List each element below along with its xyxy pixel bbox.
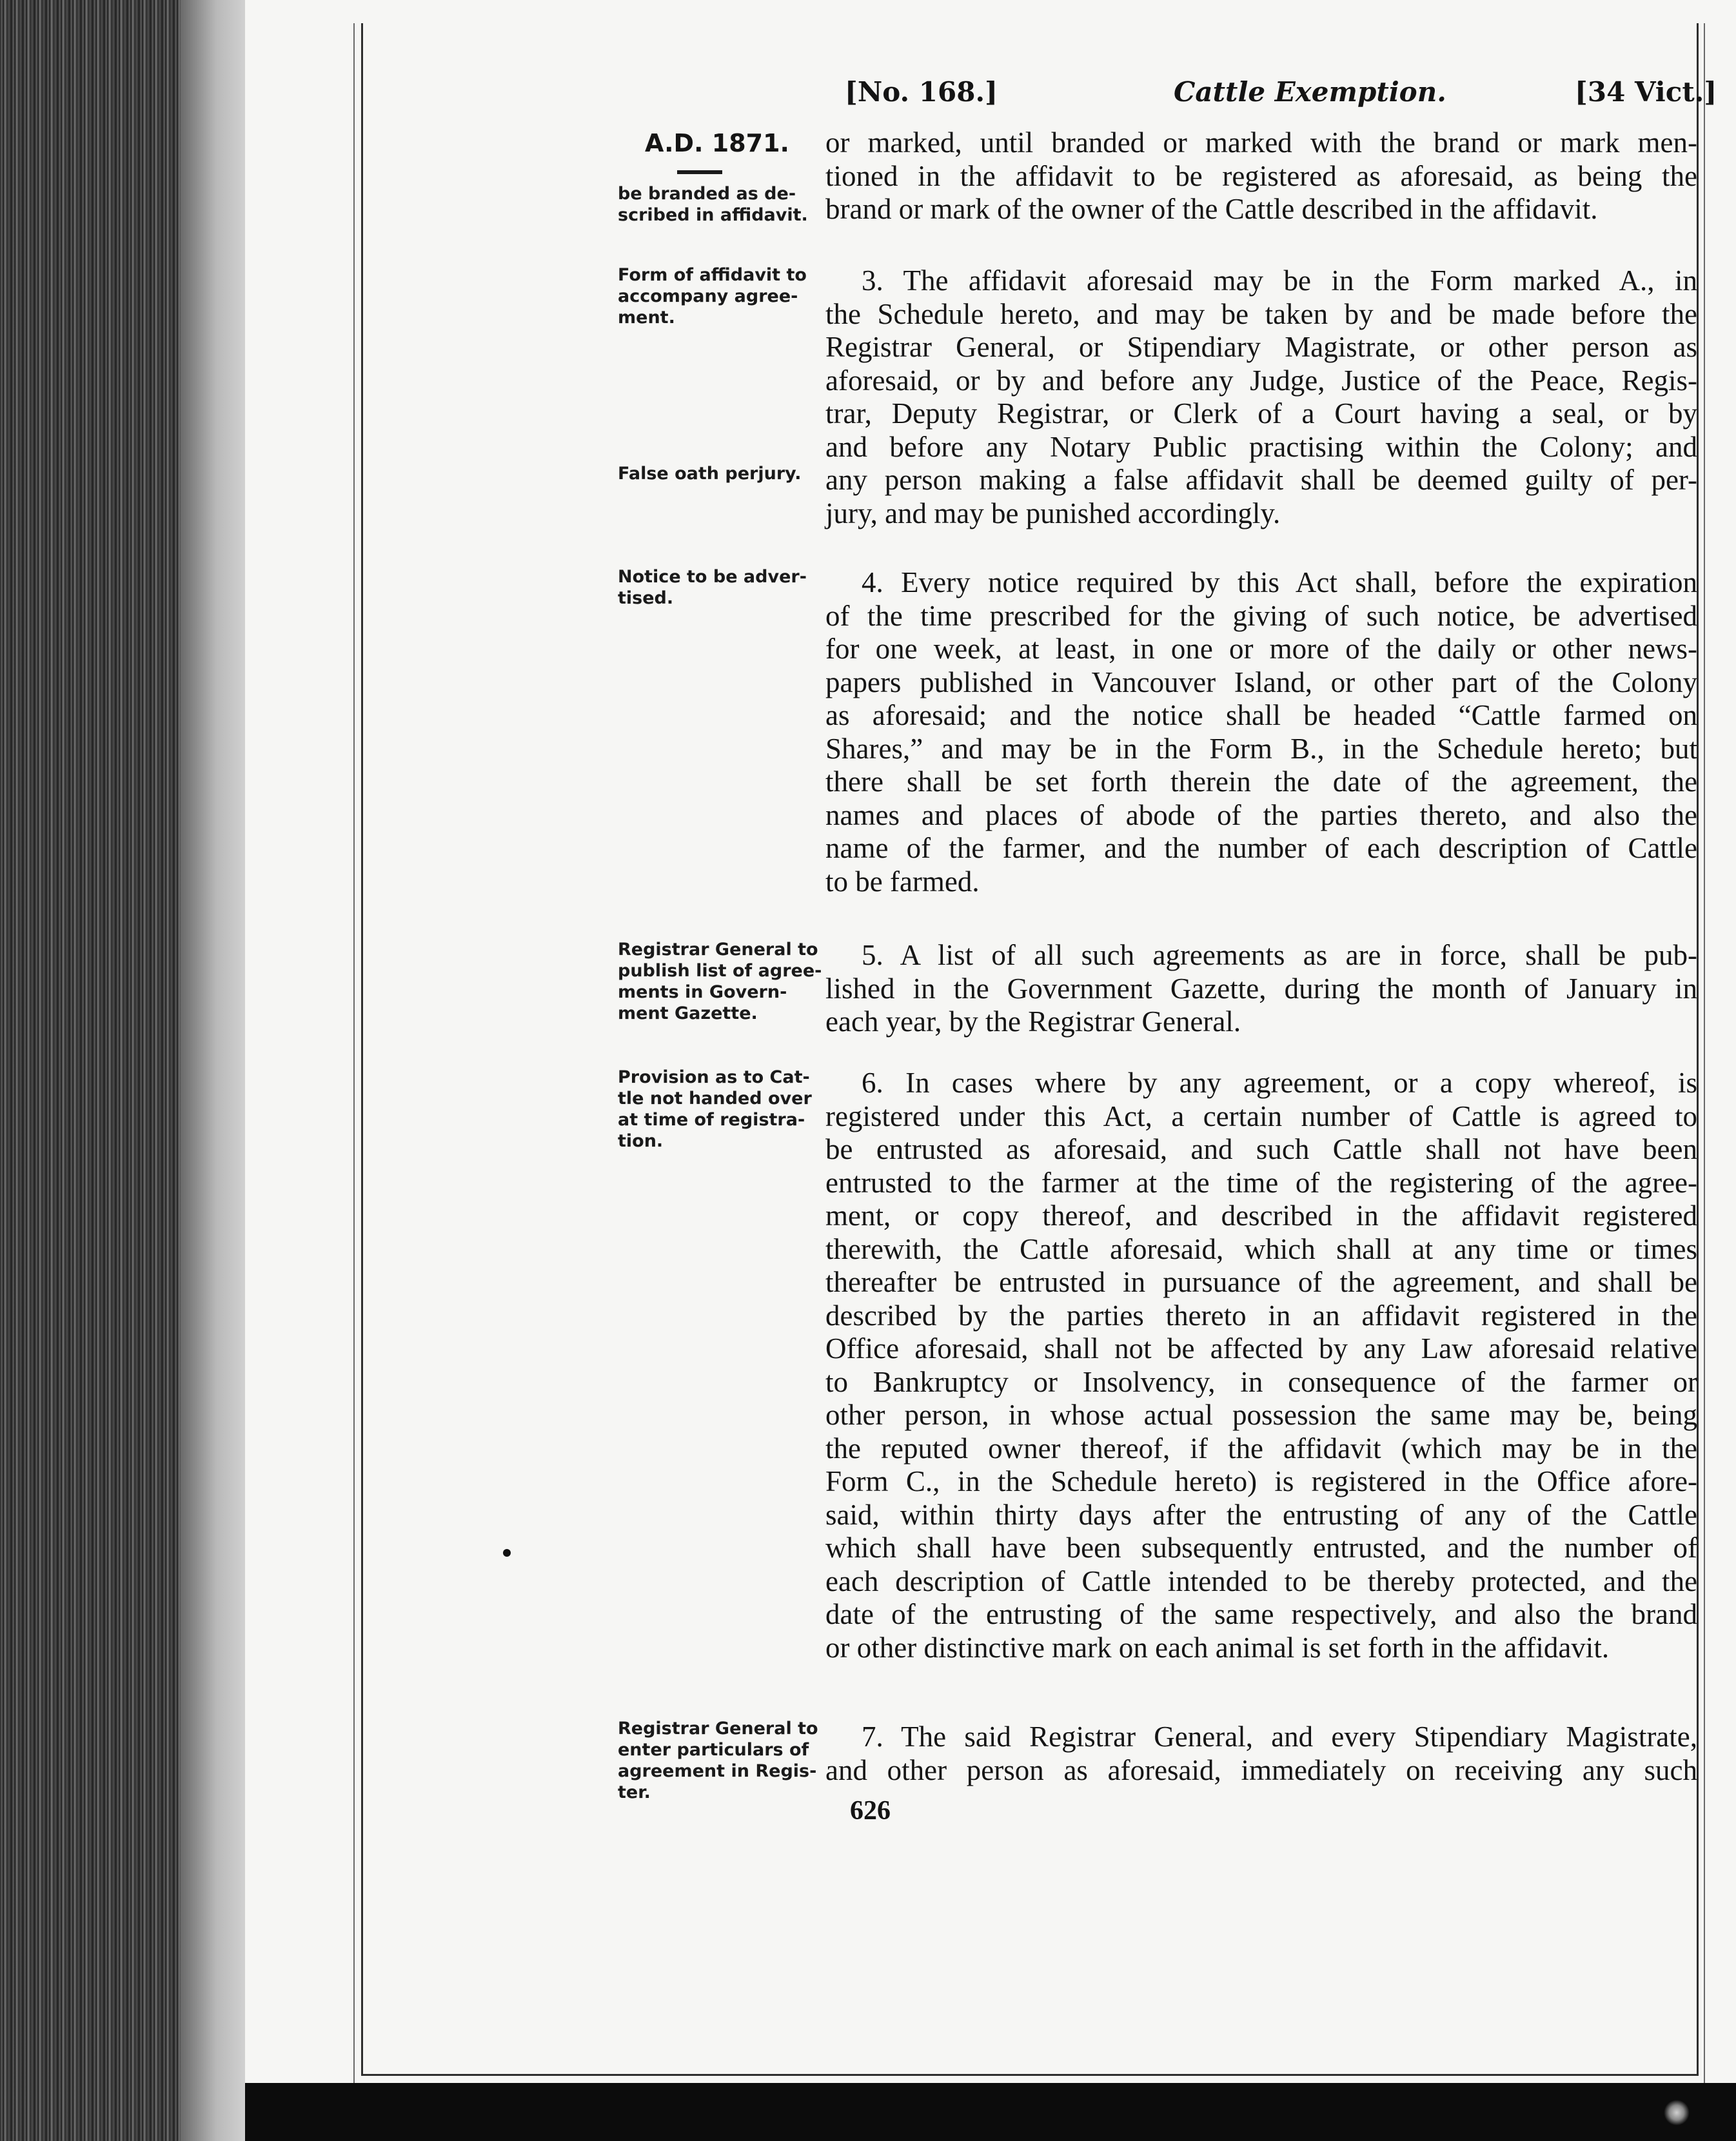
text-line: 5. A list of all such agreements as are in force, shall be pub- (862, 939, 1697, 971)
section-5-list-of-agreements (825, 939, 1697, 1039)
text-line: each year, by the Registrar General. (825, 1005, 1241, 1038)
section-7-registrar-duties (825, 1721, 1697, 1787)
text-line: names and places of abode of the parties thereto, and also the (825, 798, 1697, 831)
text-line: brand or mark of the owner of the Cattle described in the affidavit. (825, 193, 1598, 225)
text-line: to be farmed. (825, 865, 980, 898)
text-line: and other person as aforesaid, immediately on receiving any such (825, 1753, 1697, 1786)
text-line: Registrar General, or Stipendiary Magistrate, or other person as (825, 331, 1697, 363)
margin-note-publish-list: Registrar General to publish list of agree- ments in Govern- ment Gazette. (618, 940, 822, 1023)
text-line: as aforesaid; and the notice shall be headed “Cattle farmed on (825, 699, 1697, 731)
paragraph-branded-continuation (825, 126, 1697, 226)
text-line: therewith, the Cattle aforesaid, which shall at any time or times (825, 1232, 1697, 1265)
text-line: the reputed owner thereof, if the affidavit (which may be in the (825, 1432, 1697, 1465)
regnal-year: [34 Vict.] (1575, 76, 1717, 108)
text-line: 7. The said Registrar General, and every Stipendiary Magistrate, (862, 1721, 1697, 1753)
margin-note-false-oath: False oath perjury. (618, 464, 802, 484)
text-line: Shares,” and may be in the Form B., in the Schedule hereto; but (825, 732, 1697, 765)
text-line: for one week, at least, in one or more of the daily or other news- (825, 633, 1697, 665)
margin-note-provision-cattle: Provision as to Cat- tle not handed over at time of registra- tion. (618, 1067, 812, 1151)
margin-note-notice: Notice to be adver- tised. (618, 567, 807, 608)
text-line: said, within thirty days after the entrusting of any of the Cattle (825, 1498, 1697, 1531)
text-line: lished in the Government Gazette, during the month of January in (825, 972, 1697, 1005)
text-line: tioned in the affidavit to be registered as aforesaid, as being the (825, 159, 1697, 192)
text-line: trar, Deputy Registrar, or Clerk of a Court having a seal, or by (825, 397, 1697, 429)
text-line: jury, and may be punished accordingly. (825, 497, 1281, 529)
scan-bottom-band (245, 2083, 1736, 2141)
text-line: 6. In cases where by any agreement, or a copy whereof, is (862, 1067, 1697, 1099)
ink-dot (503, 1549, 511, 1557)
text-line: date of the entrusting of the same respectively, and also the brand (825, 1598, 1697, 1630)
text-line: papers published in Vancouver Island, or other part of the Colony (825, 666, 1697, 698)
text-line: 4. Every notice required by this Act shall, before the expiration (862, 566, 1697, 598)
margin-note-form-affidavit: Form of affidavit to accompany agree- ment. (618, 265, 807, 328)
section-6-provision (825, 1067, 1697, 1664)
year-rule (677, 170, 722, 174)
text-line: other person, in whose actual possession the same may be, being (825, 1399, 1697, 1431)
section-4-notice (825, 566, 1697, 898)
text-line: there shall be set forth therein the date of the agreement, the (825, 765, 1697, 798)
text-line: described by the parties thereto in an affidavit registered in the (825, 1299, 1697, 1332)
text-line: thereafter be entrusted in pursuance of the agreement, and shall be (825, 1266, 1697, 1298)
text-line: which shall have been subsequently entrusted, and the number of (825, 1532, 1697, 1564)
text-line: ment, or copy thereof, and described in the affidavit registered (825, 1199, 1697, 1232)
text-line: and before any Notary Public practising within the Colony; and (825, 430, 1697, 463)
text-line: each description of Cattle intended to be thereby protected, and the (825, 1564, 1697, 1597)
text-line: any person making a false affidavit shall be deemed guilty of per- (825, 464, 1697, 496)
text-line: the Schedule hereto, and may be taken by and be made before the (825, 297, 1697, 330)
text-line: or marked, until branded or marked with the brand or mark men- (825, 126, 1697, 159)
text-line: or other distinctive mark on each animal is set forth in the affidavit. (825, 1631, 1610, 1664)
text-line: registered under this Act, a certain number of Cattle is agreed to (825, 1100, 1697, 1132)
margin-note-branded: be branded as de- scribed in affidavit. (618, 184, 808, 225)
text-line: Office aforesaid, shall not be affected by any Law aforesaid relative (825, 1332, 1697, 1365)
text-line: of the time prescribed for the giving of such notice, be advertised (825, 599, 1697, 632)
text-line: Form C., in the Schedule hereto) is registered in the Office afore- (825, 1465, 1697, 1497)
text-line: 3. The affidavit aforesaid may be in the Form marked A., in (862, 264, 1697, 297)
year-note: A.D. 1871. (645, 129, 789, 157)
act-number: [No. 168.] (845, 76, 998, 108)
text-line: aforesaid, or by and before any Judge, Justice of the Peace, Regis- (825, 364, 1697, 397)
scan-smudge (1664, 2100, 1690, 2126)
running-title: Cattle Exemption. (1174, 76, 1446, 108)
text-line: be entrusted as aforesaid, and such Cattle shall not have been (825, 1133, 1697, 1165)
margin-note-enter-particulars: Registrar General to enter particulars of agreement in Regis- ter. (618, 1719, 818, 1802)
text-line: to Bankruptcy or Insolvency, in consequence of the farmer or (825, 1365, 1697, 1398)
text-line: name of the farmer, and the number of each description of Cattle (825, 832, 1697, 864)
section-3-affidavit-form (825, 264, 1697, 530)
page-number: 626 (850, 1796, 891, 1826)
text-line: entrusted to the farmer at the time of the registering of the agree- (825, 1166, 1697, 1199)
